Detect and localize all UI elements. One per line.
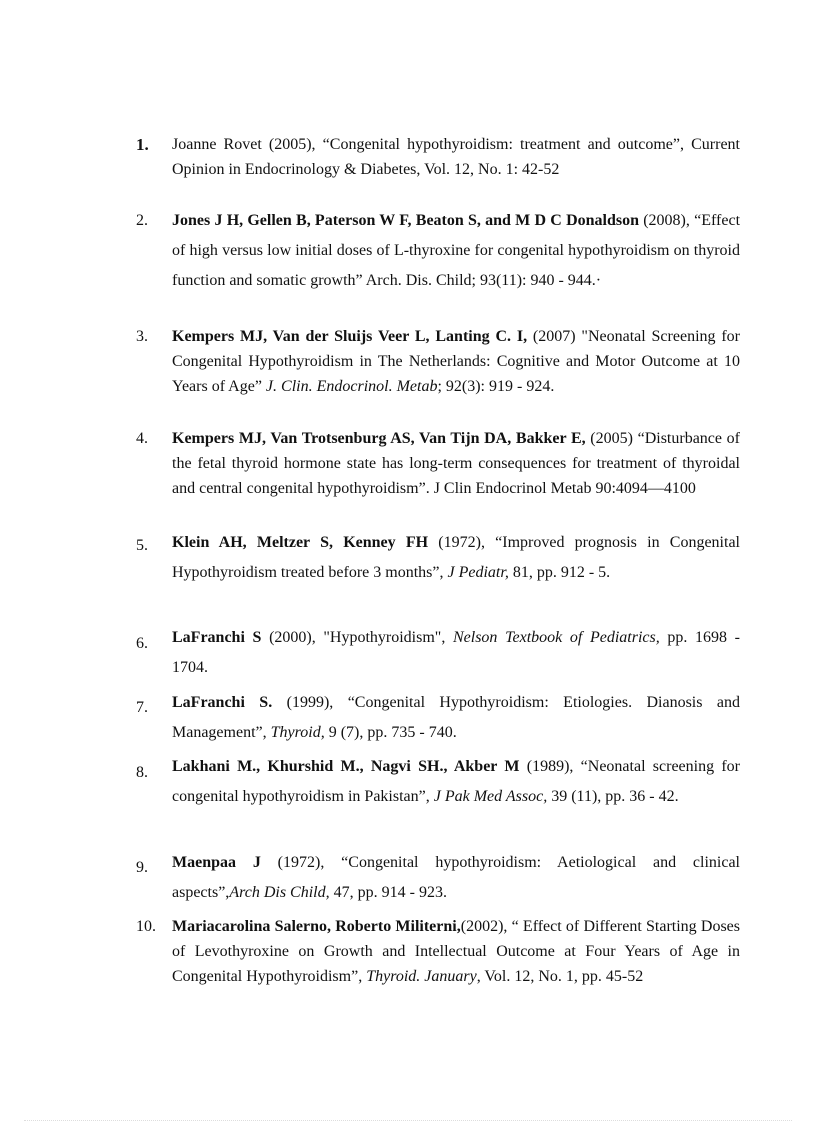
reference-journal: Arch Dis Child,	[229, 884, 330, 901]
reference-item	[172, 324, 740, 399]
reference-journal: Thyroid. January	[366, 968, 477, 985]
reference-item	[172, 623, 740, 683]
reference-authors: Mariacarolina Salerno, Roberto Militerni,	[172, 918, 461, 935]
reference-text: 9 (7), pp. 735 - 740.	[324, 724, 457, 741]
reference-number: 2.	[136, 212, 148, 229]
page-bottom-dotted-line	[24, 1120, 792, 1121]
reference-item	[172, 426, 740, 501]
reference-number: 5.	[136, 537, 148, 554]
reference-journal: J Pak Med Assoc,	[433, 788, 548, 805]
reference-text: (2007) "Neonatal Screening for Congenital Hypothyroidism in The Netherlands: Cognitive and Motor Outcome at 10 Years of Age”	[172, 328, 741, 395]
reference-journal: J Pediatr,	[447, 564, 509, 581]
reference-number: 7.	[136, 699, 148, 716]
reference-text: (2000), "Hypothyroidism",	[261, 629, 453, 646]
reference-item	[172, 848, 740, 908]
reference-text: (2008), “Effect of high versus low initial doses of L-thyroxine for congenital hypothyroidism on thyroid function and somatic growth” Arch. Dis. Child; 93(11): 940 - 944.·	[172, 212, 741, 289]
reference-text: 47, pp. 914 - 923.	[329, 884, 447, 901]
reference-journal: Nelson Textbook of Pediatrics,	[452, 629, 660, 646]
reference-number: 8.	[136, 764, 148, 781]
reference-authors: Klein AH, Meltzer S, Kenney FH	[172, 534, 429, 551]
reference-number: 3.	[136, 328, 148, 345]
reference-authors: Maenpaa J	[172, 854, 261, 871]
reference-authors: LaFranchi S.	[172, 694, 273, 711]
reference-item	[172, 132, 740, 182]
reference-authors: Kempers MJ, Van der Sluijs Veer L, Lanting C. I,	[172, 328, 528, 345]
reference-text: pp. 1698 - 1704.	[172, 629, 741, 676]
reference-item	[172, 528, 740, 588]
reference-journal: Thyroid,	[270, 724, 325, 741]
reference-text: (1972), “Congenital hypothyroidism: Aetiological and clinical aspects”,	[172, 854, 741, 901]
reference-text: 39 (11), pp. 36 - 42.	[547, 788, 679, 805]
reference-authors: Lakhani M., Khurshid M., Nagvi SH., Akber M	[172, 758, 520, 775]
reference-text: (1972), “Improved prognosis in Congenital Hypothyroidism treated before 3 months”,	[172, 534, 740, 581]
reference-authors: Kempers MJ, Van Trotsenburg AS, Van Tijn DA, Bakker E,	[172, 430, 586, 447]
reference-text: , Vol. 12, No. 1, pp. 45-52	[476, 968, 644, 985]
reference-authors: LaFranchi S	[172, 629, 262, 646]
reference-text: 81, pp. 912 - 5.	[508, 564, 611, 581]
reference-text: Joanne Rovet (2005), “Congenital hypothyroidism: treatment and outcome”, Current Opinion in Endocrinology & Diabetes, Vol. 12, No. 1: 42-52	[172, 136, 740, 178]
reference-text: (2005) “Disturbance of the fetal thyroid hormone state has long-term consequences for treatment of thyroidal and central congenital hypothyroidism”. J Clin Endocrinol Metab 90:4094—4100	[172, 430, 741, 497]
reference-item	[172, 752, 740, 812]
reference-journal: J. Clin. Endocrinol. Metab	[265, 378, 438, 395]
reference-text: (1999), “Congenital Hypothyroidism: Etiologies. Dianosis and Management”,	[172, 694, 740, 741]
reference-number: 9.	[136, 859, 148, 876]
reference-number: 4.	[136, 430, 148, 447]
reference-number: 10.	[136, 918, 156, 935]
reference-text: (1989), “Neonatal screening for congenital hypothyroidism in Pakistan”,	[172, 758, 741, 805]
reference-text: ; 92(3): 919 - 924.	[437, 378, 555, 395]
reference-authors: Jones J H, Gellen B, Paterson W F, Beaton S, and M D C Donaldson	[172, 212, 639, 229]
reference-item	[172, 914, 740, 989]
reference-number: 1.	[136, 135, 149, 154]
reference-number: 6.	[136, 635, 148, 652]
reference-item	[172, 206, 740, 296]
reference-item	[172, 688, 740, 748]
reference-text: (2002), “ Effect of Different Starting Doses of Levothyroxine on Growth and Intellectual Outcome at Four Years of Age in Congenital Hypothyroidism”,	[172, 918, 740, 985]
